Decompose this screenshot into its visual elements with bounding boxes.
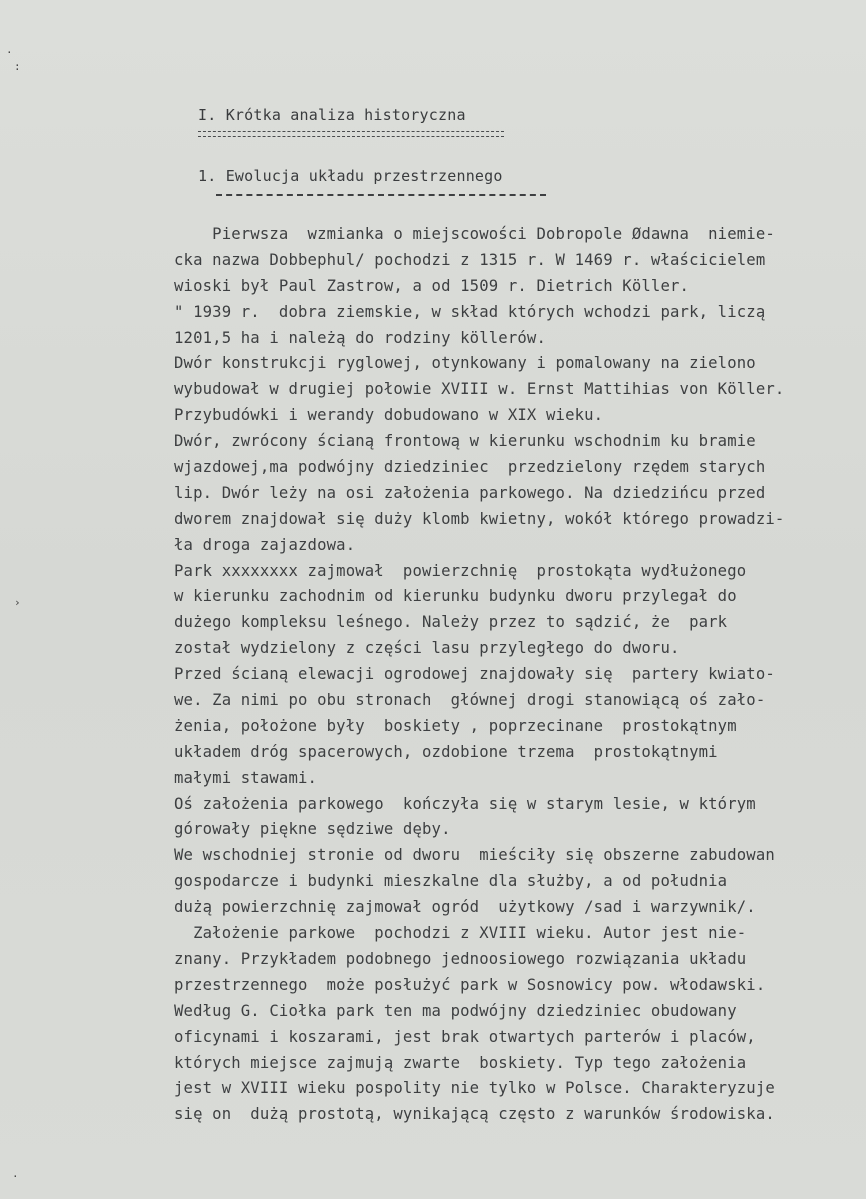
margin-mark: : <box>14 60 21 73</box>
text-line: ła droga zajazdowa. <box>174 535 356 554</box>
text-line: został wydzielony z części lasu przyległego do dworu. <box>174 639 680 658</box>
text-line: się on dużą prostotą, wynikającą często z warunków środowiska. <box>174 1105 775 1124</box>
text-line: Przybudówki i werandy dobudowano w XIX wieku. <box>174 406 604 425</box>
section-heading: I. Krótka analiza historyczna <box>198 106 466 124</box>
subsection-heading: 1. Ewolucja układu przestrzennego <box>198 167 503 185</box>
margin-mark: › <box>14 596 21 609</box>
text-line: przestrzennego może posłużyć park w Sosnowicy pow. włodawski. <box>174 975 766 994</box>
text-line: gospodarcze i budynki mieszkalne dla służby, a od południa <box>174 872 728 891</box>
text-line: dużą powierzchnię zajmował ogród użytkowy /sad i warzywnik/. <box>174 898 756 917</box>
text-line: jest w XVIII wieku pospolity nie tylko w Polsce. Charakteryzuje <box>174 1079 775 1098</box>
text-line: znany. Przykładem podobnego jednoosiowego rozwiązania układu <box>174 949 747 968</box>
text-line: We wschodniej stronie od dworu mieściły się obszerne zabudowan <box>174 846 775 865</box>
body-text <box>174 222 846 1128</box>
text-line: cka nazwa Dobbephul/ pochodzi z 1315 r. W 1469 r. właścicielem <box>174 250 766 269</box>
heading-double-underline <box>198 131 504 137</box>
text-line: w kierunku zachodnim od kierunku budynku dworu przylegał do <box>174 587 737 606</box>
text-line: żenia, położone były boskiety , poprzecinane prostokątnym <box>174 716 737 735</box>
text-line: wybudował w drugiej połowie XVIII w. Ernst Mattihias von Köller. <box>174 380 785 399</box>
text-line: " 1939 r. dobra ziemskie, w skład których wchodzi park, liczą <box>174 302 766 321</box>
text-line: układem dróg spacerowych, ozdobione trzema prostokątnymi <box>174 742 718 761</box>
margin-mark: · <box>12 1170 19 1183</box>
text-line: górowały piękne sędziwe dęby. <box>174 820 451 839</box>
text-line: Dwór, zwrócony ścianą frontową w kierunku wschodnim ku bramie <box>174 432 756 451</box>
text-line: dużego kompleksu leśnego. Należy przez to sądzić, że park <box>174 613 728 632</box>
margin-mark: · <box>6 46 13 59</box>
text-line: Oś założenia parkowego kończyła się w starym lesie, w którym <box>174 794 756 813</box>
text-line: Według G. Ciołka park ten ma podwójny dziedziniec obudowany <box>174 1001 737 1020</box>
text-line: dworem znajdował się duży klomb kwietny, wokół którego prowadzi- <box>174 509 785 528</box>
text-line: oficynami i koszarami, jest brak otwartych parterów i placów, <box>174 1027 756 1046</box>
text-line: wjazdowej,ma podwójny dziedziniec przedzielony rzędem starych <box>174 458 766 477</box>
text-line: we. Za nimi po obu stronach głównej drogi stanowiącą oś zało- <box>174 691 766 710</box>
text-line: których miejsce zajmują zwarte boskiety. Typ tego założenia <box>174 1053 747 1072</box>
text-line: wioski był Paul Zastrow, a od 1509 r. Dietrich Köller. <box>174 276 690 295</box>
text-line: małymi stawami. <box>174 768 318 787</box>
text-line: 1201,5 ha i należą do rodziny köllerów. <box>174 328 546 347</box>
text-line: Założenie parkowe pochodzi z XVIII wieku. Autor jest nie- <box>174 924 747 943</box>
text-line: Park xxxxxxxx zajmował powierzchnię prostokąta wydłużonego <box>174 561 747 580</box>
subheading-underline <box>216 194 546 196</box>
text-line: Dwór konstrukcji ryglowej, otynkowany i pomalowany na zielono <box>174 354 756 373</box>
text-line: Przed ścianą elewacji ogrodowej znajdowały się partery kwiato- <box>174 665 775 684</box>
text-line: lip. Dwór leży na osi założenia parkowego. Na dziedzińcu przed <box>174 483 766 502</box>
text-line: Pierwsza wzmianka o miejscowości Dobropole Ødawna niemie- <box>174 225 775 243</box>
